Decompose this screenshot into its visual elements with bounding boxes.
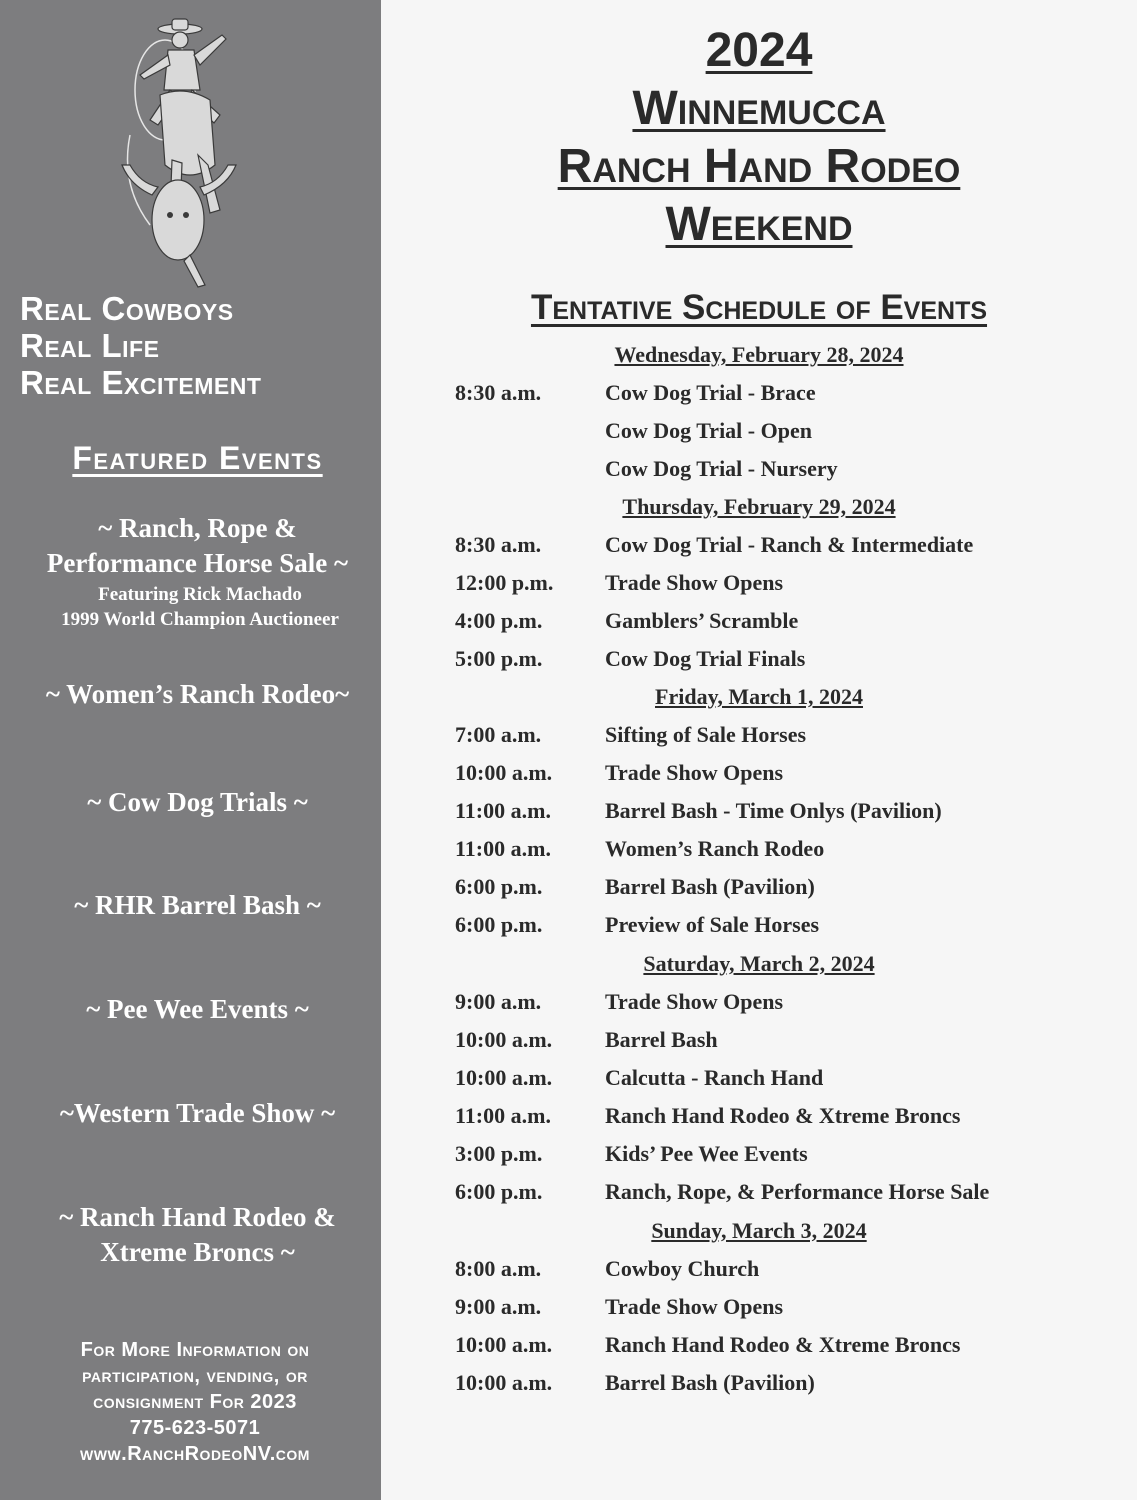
tagline-line: Real Excitement	[20, 364, 262, 401]
schedule-row	[455, 874, 815, 900]
schedule-row	[455, 912, 819, 938]
event-time: 10:00 a.m.	[455, 1370, 553, 1395]
event-time: 12:00 p.m.	[455, 570, 554, 595]
event-name: Cow Dog Trial - Ranch & Intermediate	[605, 532, 974, 557]
featured-event-horse-sale	[0, 511, 395, 581]
event-name: Cow Dog Trial - Nursery	[605, 456, 838, 481]
event-name: Cow Dog Trial - Open	[605, 418, 812, 443]
schedule-row	[455, 646, 805, 672]
featured-event-subtitle	[0, 582, 400, 632]
tagline-line: Real Life	[20, 327, 160, 364]
event-time: 11:00 a.m.	[455, 798, 551, 823]
event-name: Barrel Bash (Pavilion)	[605, 874, 815, 899]
schedule-row	[455, 798, 942, 824]
schedule-row	[455, 1332, 960, 1358]
event-time: 6:00 p.m.	[455, 912, 543, 937]
featured-event-pee-wee	[0, 992, 395, 1027]
featured-event-ranch-hand-rodeo	[0, 1200, 395, 1270]
schedule-day-heading: Thursday, February 29, 2024	[622, 494, 896, 519]
event-time: 6:00 p.m.	[455, 1179, 543, 1204]
event-name: Trade Show Opens	[605, 989, 784, 1014]
event-name: Sifting of Sale Horses	[605, 722, 807, 747]
event-name: Barrel Bash - Time Onlys (Pavilion)	[605, 798, 942, 823]
event-time: 10:00 a.m.	[455, 1027, 553, 1052]
title-line: Winnemucca	[632, 82, 886, 135]
contact-info	[0, 1337, 390, 1467]
event-name: Cowboy Church	[605, 1256, 760, 1281]
page-title	[381, 22, 1137, 254]
event-name: Barrel Bash (Pavilion)	[605, 1370, 815, 1395]
contact-website: www.RanchRodeoNV.com	[80, 1443, 310, 1465]
event-time: 7:00 a.m.	[455, 722, 542, 747]
contact-line: consignment For 2023	[93, 1391, 297, 1413]
event-name: Ranch Hand Rodeo & Xtreme Broncs	[605, 1103, 961, 1128]
tagline-line: Real Cowboys	[20, 290, 234, 327]
tagline	[20, 290, 261, 401]
schedule-day-heading: Saturday, March 2, 2024	[643, 951, 875, 976]
schedule-row	[455, 608, 798, 634]
schedule-row	[455, 836, 824, 862]
event-time: 5:00 p.m.	[455, 646, 543, 671]
featured-event-trade-show	[0, 1096, 395, 1131]
schedule-row	[455, 1370, 815, 1396]
featured-event-line: ~ Pee Wee Events ~	[86, 994, 309, 1024]
event-time: 8:30 a.m.	[455, 380, 542, 405]
featured-event-line: ~ Ranch Hand Rodeo &	[59, 1202, 336, 1232]
event-time: 10:00 a.m.	[455, 760, 553, 785]
featured-event-line: Performance Horse Sale ~	[46, 548, 349, 578]
schedule-day-heading: Wednesday, February 28, 2024	[614, 342, 904, 367]
event-name: Calcutta - Ranch Hand	[605, 1065, 824, 1090]
event-name: Ranch, Rope, & Performance Horse Sale	[605, 1179, 990, 1204]
event-time: 10:00 a.m.	[455, 1332, 553, 1357]
schedule-row	[455, 418, 812, 444]
schedule-row	[455, 1256, 759, 1282]
featured-event-line: ~ RHR Barrel Bash ~	[74, 890, 321, 920]
event-name: Ranch Hand Rodeo & Xtreme Broncs	[605, 1332, 961, 1357]
schedule-row	[455, 722, 806, 748]
schedule-row	[455, 1141, 808, 1167]
contact-phone: 775-623-5071	[129, 1417, 261, 1439]
event-time: 8:30 a.m.	[455, 532, 542, 557]
featured-event-line: ~ Cow Dog Trials ~	[87, 787, 308, 817]
schedule-row	[455, 456, 838, 482]
event-name: Barrel Bash	[605, 1027, 718, 1052]
schedule-row	[455, 1027, 718, 1053]
featured-event-barrel-bash	[0, 888, 395, 923]
schedule-row	[455, 1179, 989, 1205]
featured-event-line: ~ Ranch, Rope &	[98, 513, 297, 543]
event-name: Kids’ Pee Wee Events	[605, 1141, 808, 1166]
schedule-row	[455, 760, 783, 786]
event-time: 4:00 p.m.	[455, 608, 543, 633]
bronc-rider-illustration	[110, 15, 260, 290]
event-name: Women’s Ranch Rodeo	[605, 836, 825, 861]
schedule-row	[455, 532, 973, 558]
event-time: 10:00 a.m.	[455, 1065, 553, 1090]
schedule-day-heading: Friday, March 1, 2024	[655, 684, 863, 709]
featured-event-womens-ranch-rodeo	[0, 677, 395, 712]
event-name: Cow Dog Trial Finals	[605, 646, 806, 671]
schedule-row	[455, 1103, 960, 1129]
event-name: Trade Show Opens	[605, 1294, 784, 1319]
title-line: Ranch Hand Rodeo	[557, 140, 961, 193]
featured-event-cow-dog-trials	[0, 785, 395, 820]
contact-line: participation, vending, or	[82, 1365, 308, 1387]
contact-line: For More Information on	[80, 1339, 310, 1361]
event-name: Trade Show Opens	[605, 760, 784, 785]
schedule-heading: Tentative Schedule of Events	[530, 288, 988, 327]
schedule-row	[455, 380, 816, 406]
featured-event-line: ~ Women’s Ranch Rodeo~	[45, 679, 350, 709]
schedule-row	[455, 1294, 783, 1320]
schedule-row	[455, 570, 783, 596]
featured-event-line: ~Western Trade Show ~	[59, 1098, 336, 1128]
schedule-day-heading: Sunday, March 3, 2024	[651, 1218, 867, 1243]
event-time: 11:00 a.m.	[455, 836, 551, 861]
featured-event-subline: Featuring Rick Machado	[98, 584, 302, 605]
featured-events-heading: Featured Events	[72, 440, 323, 476]
schedule-row	[455, 1065, 823, 1091]
event-time: 9:00 a.m.	[455, 1294, 542, 1319]
event-name: Gamblers’ Scramble	[605, 608, 799, 633]
event-time: 11:00 a.m.	[455, 1103, 551, 1128]
event-name: Cow Dog Trial - Brace	[605, 380, 816, 405]
featured-event-line: Xtreme Broncs ~	[100, 1237, 295, 1267]
event-name: Trade Show Opens	[605, 570, 784, 595]
title-line: 2024	[705, 24, 813, 77]
event-time: 8:00 a.m.	[455, 1256, 542, 1281]
featured-event-subline: 1999 World Champion Auctioneer	[61, 609, 339, 630]
event-time: 9:00 a.m.	[455, 989, 542, 1014]
event-time: 6:00 p.m.	[455, 874, 543, 899]
event-time: 3:00 p.m.	[455, 1141, 543, 1166]
schedule-row	[455, 989, 783, 1015]
title-line: Weekend	[665, 198, 853, 251]
event-name: Preview of Sale Horses	[605, 912, 820, 937]
